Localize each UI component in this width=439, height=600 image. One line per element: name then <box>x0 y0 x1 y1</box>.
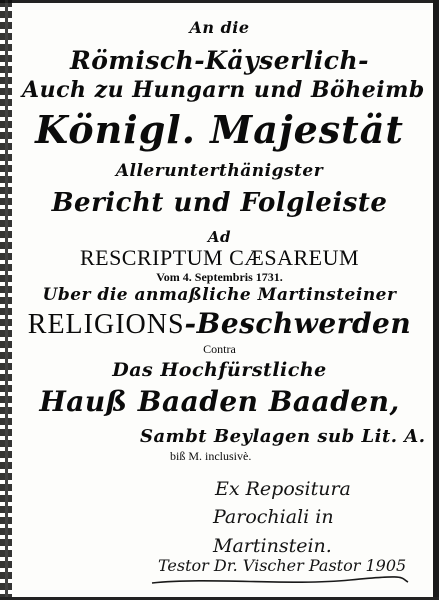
title-line-4: Königl. Majestät <box>35 107 404 152</box>
title-line-16: biß M. inclusivè. <box>170 449 252 463</box>
printed-title <box>22 18 426 463</box>
page-edge-right <box>433 0 439 600</box>
title-line-7: Ad <box>207 228 232 246</box>
page-edge-top <box>0 0 439 3</box>
title-line-13: Das Hochfürstliche <box>112 359 327 381</box>
handwritten-line-2: Parochiali in <box>213 506 334 528</box>
title-line-9: Vom 4. Septembris 1731. <box>156 270 283 284</box>
handwritten-line-4: Testor Dr. Vischer Pastor 1905 <box>158 556 407 575</box>
title-line-10: Uber die anmaßliche Martinsteiner <box>42 285 397 305</box>
page-edge-left <box>0 0 12 600</box>
title-line-3: Auch zu Hungarn und Böheimb <box>22 77 425 103</box>
title-line-11-rest: -Beschwerden <box>184 307 412 340</box>
handwritten-line-1: Ex Repositura <box>215 478 351 500</box>
title-line-1: An die <box>189 18 250 37</box>
signature-flourish <box>150 575 410 587</box>
title-line-8: RESCRIPTUM CÆSAREUM <box>79 245 360 270</box>
title-line-11-caps: RELIGIONS <box>27 309 185 340</box>
title-line-6: Bericht und Folgleiste <box>51 188 388 218</box>
title-line-2: Römisch-Käyserlich- <box>69 46 370 75</box>
title-line-14: Hauß Baaden Baaden, <box>39 385 400 418</box>
title-line-5: Allerunterthänigster <box>115 161 324 181</box>
handwritten-line-3: Martinstein. <box>213 535 332 557</box>
title-line-15: Sambt Beylagen sub Lit. A. <box>140 426 426 447</box>
title-line-12: Contra <box>203 342 236 356</box>
title-line-11 <box>22 307 417 340</box>
